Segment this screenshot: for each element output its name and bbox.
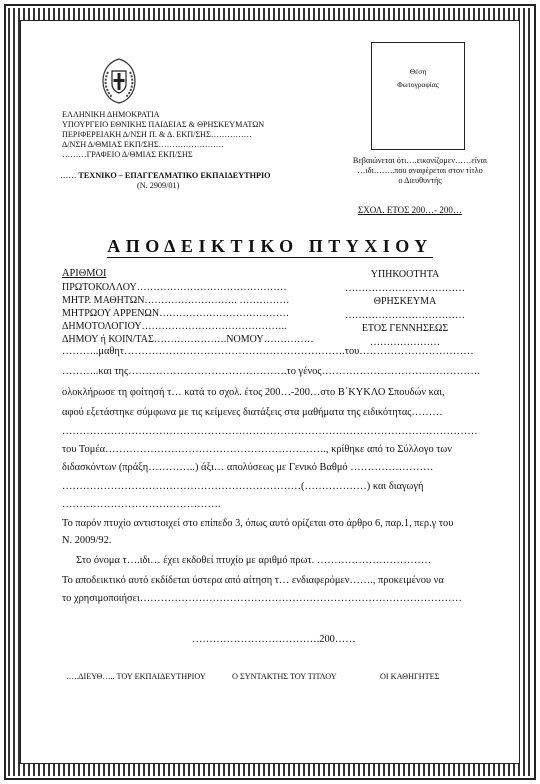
religion-value: ……………………………… (345, 309, 465, 321)
body-line: Ν. 2009/92. (62, 535, 112, 546)
body-line: Το αποδεικτικό αυτό εκδίδεται ύστερα από αίτηση τ… ενδιαφερόμεν……., προκειμένου να (62, 575, 444, 586)
registry-field: ΜΗΤΡ. ΜΑΘΗΤΩΝ………………………. …………… (62, 295, 290, 306)
photo-certification (330, 156, 510, 186)
certify-line: …ιδι……..που αναφέρεται στον τίτλο (357, 166, 483, 175)
numbers-heading: ΑΡΙΘΜΟΙ (62, 268, 107, 279)
body-line: αφού εξετάστηκε σύμφωνα με τις κείμενες διατάξεις στα μαθήματα της ειδικότητας……… (62, 407, 443, 418)
school-prefix: …… (60, 171, 77, 180)
registry-right (330, 268, 480, 350)
body-line: του Τομέα………………………………………………………., κρίθηκε από το Σύλλογο των (62, 444, 452, 455)
document-title (0, 236, 540, 257)
school-year: ΣΧΟΛ. ΕΤΟΣ 200…- 200… (358, 205, 462, 215)
signature-teachers: ΟΙ ΚΑΘΗΓΗΤΕΣ (380, 672, 440, 681)
certify-line: Βεβαιώνεται ότι….εικονίζομεν……είναι (352, 156, 488, 165)
nationality-label: ΥΠΗΚΟΟΤΗΤΑ (370, 269, 440, 280)
body-line: Το παρόν πτυχίο αντιστοιχεί στο επίπεδο 3, όπως αυτό ορίζεται στο άρθρο 6, παρ.1, περ.γ του (62, 518, 454, 529)
nationality-value: ……………………………… (345, 282, 465, 294)
body-line: το χρησιμοποιήσει………………………………………………………………………………… (62, 593, 462, 604)
school-name: ΤΕΧΝΙΚΟ – ΕΠΑΓΓΕΛΜΑΤΙΚΟ ΕΚΠΑΙΔΕΥΤΗΡΙΟ (78, 171, 271, 180)
school-type (60, 171, 271, 181)
header-issuer-block (62, 110, 264, 160)
body-line: ……………………………………………………………(………………) και διαγωγή (62, 481, 424, 492)
birth-year-label: ΕΤΟΣ ΓΕΝΝΗΣΕΩΣ (361, 323, 449, 335)
law-reference: (Ν. 2909/01) (137, 181, 180, 190)
registry-field: ΠΡΩΤΟΚΟΛΛΟΥ……………………………………… (62, 282, 287, 293)
photo-label-line1: Θέση (409, 67, 427, 76)
photo-label-line2: Φωτογραφίας (397, 80, 439, 89)
photo-placeholder (371, 42, 465, 150)
title-text: ΑΠΟΔΕΙΚΤΙΚΟ ΠΤΥΧΙΟΥ (107, 236, 433, 256)
body-line: Στο όνομα τ….ιδι… έχει εκδοθεί πτυχίο με αριθμό πρωτ. …………………………… (76, 555, 432, 566)
birth-year-value: ………………… (370, 336, 440, 348)
body-line: ………..μαθητ……………………………………………………….του…………………………… (62, 346, 474, 357)
body-line: διδασκόντων (πράξη…………..) άξι… απολύσεως με Γενικό Βαθμό …………………… (62, 462, 434, 473)
header-line: Δ/ΝΣΗ Δ/ΘΜΙΑΣ ΕΚΠ/ΣΗΣ…………………… (62, 140, 224, 149)
body-line: ………..και της……………………………………….το γένος………………………………………. (62, 366, 480, 377)
body-line: ………………………………………………………………………………………………………… (62, 426, 478, 437)
greek-coat-of-arms-icon (100, 58, 138, 104)
religion-label: ΘΡΗΣΚΕΥΜΑ (373, 296, 437, 308)
body-line: ………………………………………. (62, 499, 221, 510)
registry-left (62, 281, 314, 346)
body-line: ολοκλήρωσε τη φοίτησή τ… κατά το σχολ. έτος 200…-200…στο Β΄ΚΥΚΛΟ Σπουδών και, (62, 387, 445, 398)
registry-field: ΜΗΤΡΩΟΥ ΑΡΡΕΝΩΝ………………………………… (62, 308, 290, 319)
header-line: ………ΓΡΑΦΕΙΟ Δ/ΘΜΙΑΣ ΕΚΠ/ΣΗΣ (62, 150, 193, 159)
header-line: ΥΠΟΥΡΓΕΙΟ ΕΘΝΙΚΗΣ ΠΑΙΔΕΙΑΣ & ΘΡΗΣΚΕΥΜΑΤΩΝ (62, 120, 265, 129)
certify-line: ο Διευθυντής (398, 176, 442, 185)
registry-field: ΔΗΜΟΥ ή ΚΟΙΝ/ΤΑΣ………………….ΝΟΜΟΥ…………… (62, 334, 314, 345)
issue-date: ……………………………….200…… (192, 634, 356, 645)
signature-director: …..ΔΙΕΥΘ….. ΤΟΥ ΕΚΠΑΙΔΕΥΤΗΡΙΟΥ (66, 672, 206, 681)
header-line: ΕΛΛΗΝΙΚΗ ΔΗΜΟΚΡΑΤΙΑ (62, 110, 160, 119)
registry-field: ΔΗΜΟΤΟΛΟΓΙΟΥ…………………………………….. (62, 321, 287, 332)
header-line: ΠΕΡΙΦΕΡΕΙΑΚΗ Δ/ΝΣΗ Π. & Δ. ΕΚΠ/ΣΗΣ…………… (62, 130, 252, 139)
signature-compiler: Ο ΣΥΝΤΑΚΤΗΣ ΤΟΥ ΤΙΤΛΟΥ (232, 672, 337, 681)
